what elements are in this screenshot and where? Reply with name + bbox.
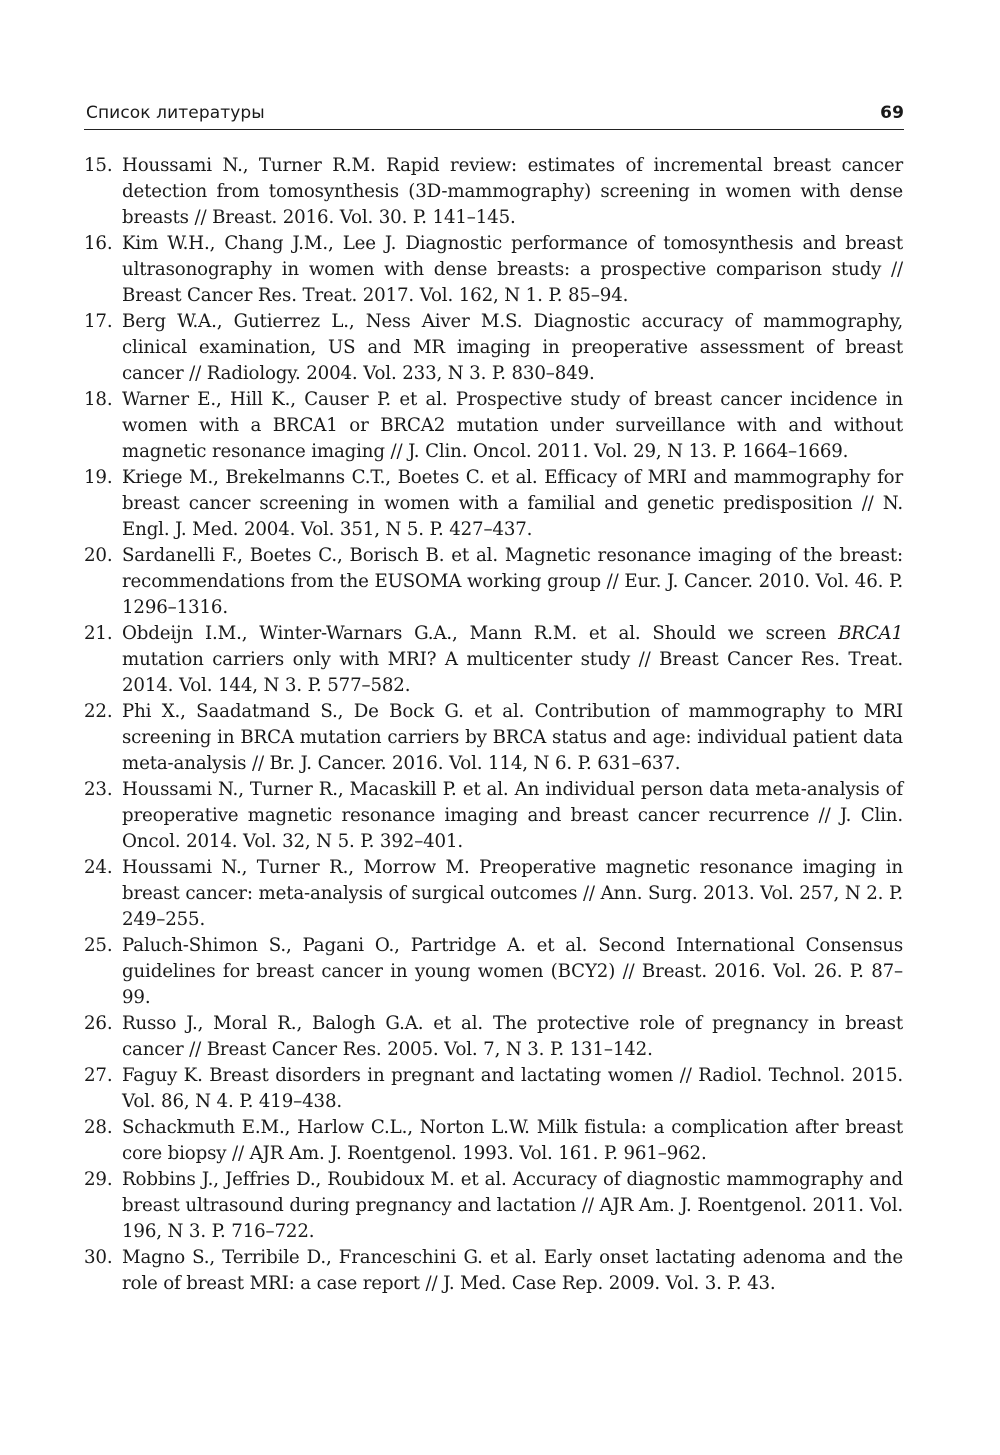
reference-text: Berg W.A., Gutierrez L., Ness Aiver M.S. Diagnostic accuracy of mammography, clinical examination, US and MR imaging in preoperative assessment of breast cancer // Radiology. 2004. Vol. 233, N 3. P. 830–849. <box>122 311 903 384</box>
reference-item <box>84 855 903 933</box>
reference-text: Faguy K. Breast disorders in pregnant and lactating women // Radiol. Technol. 2015. Vol. 86, N 4. P. 419–438. <box>122 1065 903 1112</box>
reference-text: Houssami N., Turner R., Morrow M. Preoperative magnetic resonance imaging in breast cancer: meta-analysis of surgical outcomes // Ann. Surg. 2013. Vol. 257, N 2. P. 249–255. <box>122 857 903 930</box>
reference-number: 27. <box>84 1065 113 1086</box>
reference-number: 25. <box>84 935 113 956</box>
reference-number: 19. <box>84 467 113 488</box>
reference-item <box>84 543 903 621</box>
reference-item <box>84 1115 903 1167</box>
reference-number: 16. <box>84 233 113 254</box>
reference-item <box>84 153 903 231</box>
reference-item <box>84 387 903 465</box>
reference-number: 29. <box>84 1169 113 1190</box>
running-head <box>84 101 904 129</box>
gene-name-italic: BRCA1 <box>838 623 903 644</box>
reference-number: 24. <box>84 857 113 878</box>
reference-number: 21. <box>84 623 113 644</box>
reference-item <box>84 699 903 777</box>
header-rule <box>84 129 904 130</box>
reference-number: 22. <box>84 701 113 722</box>
reference-item <box>84 231 903 309</box>
reference-text: Robbins J., Jeffries D., Roubidoux M. et al. Accuracy of diagnostic mammography and breast ultrasound during pregnancy and lactation // AJR Am. J. Roentgenol. 2011. Vol. 196, N 3. P. 716–722. <box>122 1169 903 1242</box>
reference-number: 17. <box>84 311 113 332</box>
reference-text: Warner E., Hill K., Causer P. et al. Prospective study of breast cancer incidence in women with a BRCA1 or BRCA2 mutation under surveillance with and without magnetic resonance imaging // J. Clin. Oncol. 2011. Vol. 29, N 13. P. 1664–1669. <box>122 389 903 462</box>
reference-item <box>84 1245 903 1297</box>
reference-text: Kriege M., Brekelmanns C.T., Boetes C. et al. Efficacy of MRI and mammography for breast cancer screening in women with a familial and genetic predisposition // N. Engl. J. Med. 2004. Vol. 351, N 5. P. 427–437. <box>122 467 903 540</box>
reference-text <box>122 623 903 696</box>
reference-item <box>84 309 903 387</box>
reference-number: 15. <box>84 155 113 176</box>
reference-text: Magno S., Terribile D., Franceschini G. et al. Early onset lactating adenoma and the role of breast MRI: a case report // J. Med. Case Rep. 2009. Vol. 3. P. 43. <box>122 1247 903 1294</box>
reference-number: 26. <box>84 1013 113 1034</box>
reference-text: Kim W.H., Chang J.M., Lee J. Diagnostic performance of tomosynthesis and breast ultrasonography in women with dense breasts: a prospective comparison study // Breast Cancer Res. Treat. 2017. Vol. 162, N 1. P. 85–94. <box>122 233 903 306</box>
reference-text: Houssami N., Turner R., Macaskill P. et al. An individual person data meta-analysis of preoperative magnetic resonance imaging and breast cancer recurrence // J. Clin. Oncol. 2014. Vol. 32, N 5. P. 392–401. <box>122 779 903 852</box>
page-number: 69 <box>880 103 904 123</box>
reference-number: 20. <box>84 545 113 566</box>
reference-text-part: Obdeijn I.M., Winter-Warnars G.A., Mann R.M. et al. Should we screen <box>122 623 839 644</box>
reference-number: 28. <box>84 1117 113 1138</box>
reference-number: 23. <box>84 779 113 800</box>
reference-item <box>84 465 903 543</box>
reference-text: Houssami N., Turner R.M. Rapid review: estimates of incremental breast cancer detection from tomosynthesis (3D-mammography) screening in women with dense breasts // Breast. 2016. Vol. 30. P. 141–145. <box>122 155 903 228</box>
reference-item <box>84 933 903 1011</box>
reference-item <box>84 1167 903 1245</box>
reference-number: 18. <box>84 389 113 410</box>
reference-text: Russo J., Moral R., Balogh G.A. et al. The protective role of pregnancy in breast cancer // Breast Cancer Res. 2005. Vol. 7, N 3. P. 131–142. <box>122 1013 903 1060</box>
reference-text: Paluch-Shimon S., Pagani O., Partridge A. et al. Second International Consensus guidelines for breast cancer in young women (BCY2) // Breast. 2016. Vol. 26. P. 87–99. <box>122 935 903 1008</box>
reference-list <box>84 153 903 1297</box>
reference-text: Phi X., Saadatmand S., De Bock G. et al. Contribution of mammography to MRI screening in BRCA mutation carriers by BRCA status and age: individual patient data meta-analysis // Br. J. Cancer. 2016. Vol. 114, N 6. P. 631–637. <box>122 701 903 774</box>
reference-text-part: mutation carriers only with MRI? A multicenter study // Breast Cancer Res. Treat. 2014. Vol. 144, N 3. P. 577–582. <box>122 649 903 696</box>
reference-text: Schackmuth E.M., Harlow C.L., Norton L.W. Milk fistula: a complication after breast core biopsy // AJR Am. J. Roentgenol. 1993. Vol. 161. P. 961–962. <box>122 1117 903 1164</box>
reference-text: Sardanelli F., Boetes C., Borisch B. et al. Magnetic resonance imaging of the breast: recommendations from the EUSOMA working group // Eur. J. Cancer. 2010. Vol. 46. P. 1296–1316. <box>122 545 903 618</box>
reference-item <box>84 777 903 855</box>
reference-item <box>84 1063 903 1115</box>
reference-number: 30. <box>84 1247 113 1268</box>
running-head-title: Список литературы <box>86 103 265 123</box>
reference-item <box>84 1011 903 1063</box>
reference-item <box>84 621 903 699</box>
